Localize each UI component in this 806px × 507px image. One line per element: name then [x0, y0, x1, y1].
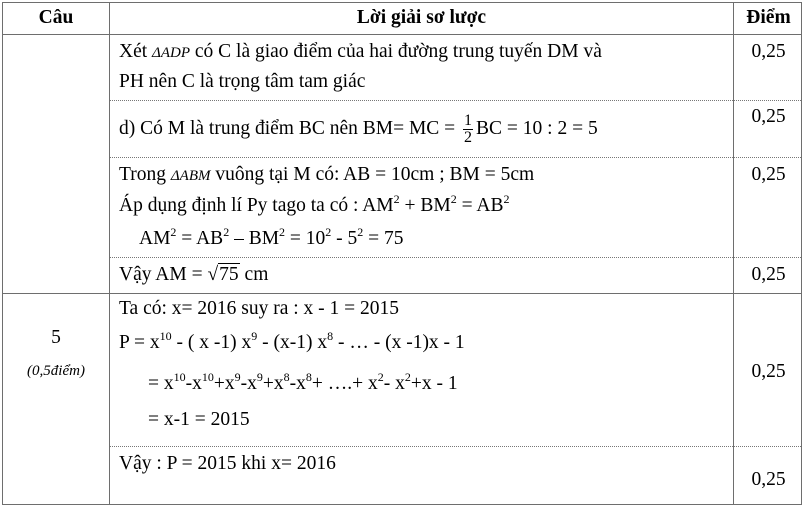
fraction-one-half [463, 113, 473, 146]
q5-line3: = $x^{10}-x^{10}+x^9-x^9+x^8-x^8+$ ….+ $x^2-$ $x^2+x - 1$ [148, 370, 458, 394]
row4-score: 0,25 [751, 264, 786, 285]
q5-conclusion: Vậy : P = 2015 khi x= 2016 [119, 453, 336, 474]
text: có C là giao điểm của hai đường trung tuyến DM và [190, 41, 602, 62]
row1-line1 [119, 37, 602, 68]
question-5-points: (0,5điểm) [27, 363, 85, 379]
text: d) Có M là trung điểm BC nên BM= MC = [119, 117, 461, 139]
numerator: 1 [464, 112, 473, 129]
text: vuông tại M có: AB = 10cm ; BM = 5cm [210, 164, 535, 185]
question-5-number: 5 [51, 327, 61, 348]
denominator: 2 [464, 129, 473, 146]
row3-line3: $AM^2 = AB^2 - BM^2 = 10^2 - 5^2 = 75$ [139, 225, 404, 249]
row-divider-dotted [110, 100, 801, 101]
q5-line2: $P = x^{10}$ - ( x -1) $x^9 - (x-1)$ $x^8$ - … - (x -1)x - 1 [119, 329, 465, 353]
header-divider [3, 34, 801, 35]
q5-conclusion-score: 0,25 [751, 469, 786, 490]
triangle-abm: ΔABM [170, 168, 211, 184]
row2-score: 0,25 [751, 106, 786, 127]
header-cau: Câu [38, 7, 74, 28]
text: Trong [119, 164, 171, 185]
text: BC = 10 : 2 = 5 [476, 117, 598, 139]
column-divider-cau [109, 3, 110, 504]
solution-table [2, 2, 802, 505]
q5-line1: Ta có: x= 2016 suy ra : x - 1 = 2015 [119, 298, 400, 319]
row3-line2: Áp dụng định lí Py tago ta có : $AM^2 + BM^2 = AB^2$ [119, 192, 510, 216]
radicand: 75 [219, 264, 239, 285]
q5-line4: = x-1 = 2015 [148, 409, 250, 430]
row-divider-dotted [110, 257, 801, 258]
text: cm [239, 264, 269, 285]
text: Vậy AM = [119, 264, 208, 285]
row-divider-dotted [110, 157, 801, 158]
header-loi-giai: Lời giải sơ lược [356, 7, 487, 28]
row4-text [119, 260, 268, 290]
triangle-adp: ΔADP [152, 45, 190, 61]
column-divider-diem [733, 3, 734, 504]
q5-score: 0,25 [751, 361, 786, 382]
row1-line2: PH nên C là trọng tâm tam giác [119, 71, 366, 92]
row3-score: 0,25 [751, 164, 786, 185]
row3-line1 [119, 160, 534, 191]
row1-score: 0,25 [751, 41, 786, 62]
row-divider-dotted [110, 446, 801, 447]
text: Xét [119, 41, 153, 62]
sqrt-75: √75 [207, 264, 239, 285]
row2-text [119, 113, 598, 146]
header-diem: Điểm [746, 7, 791, 28]
